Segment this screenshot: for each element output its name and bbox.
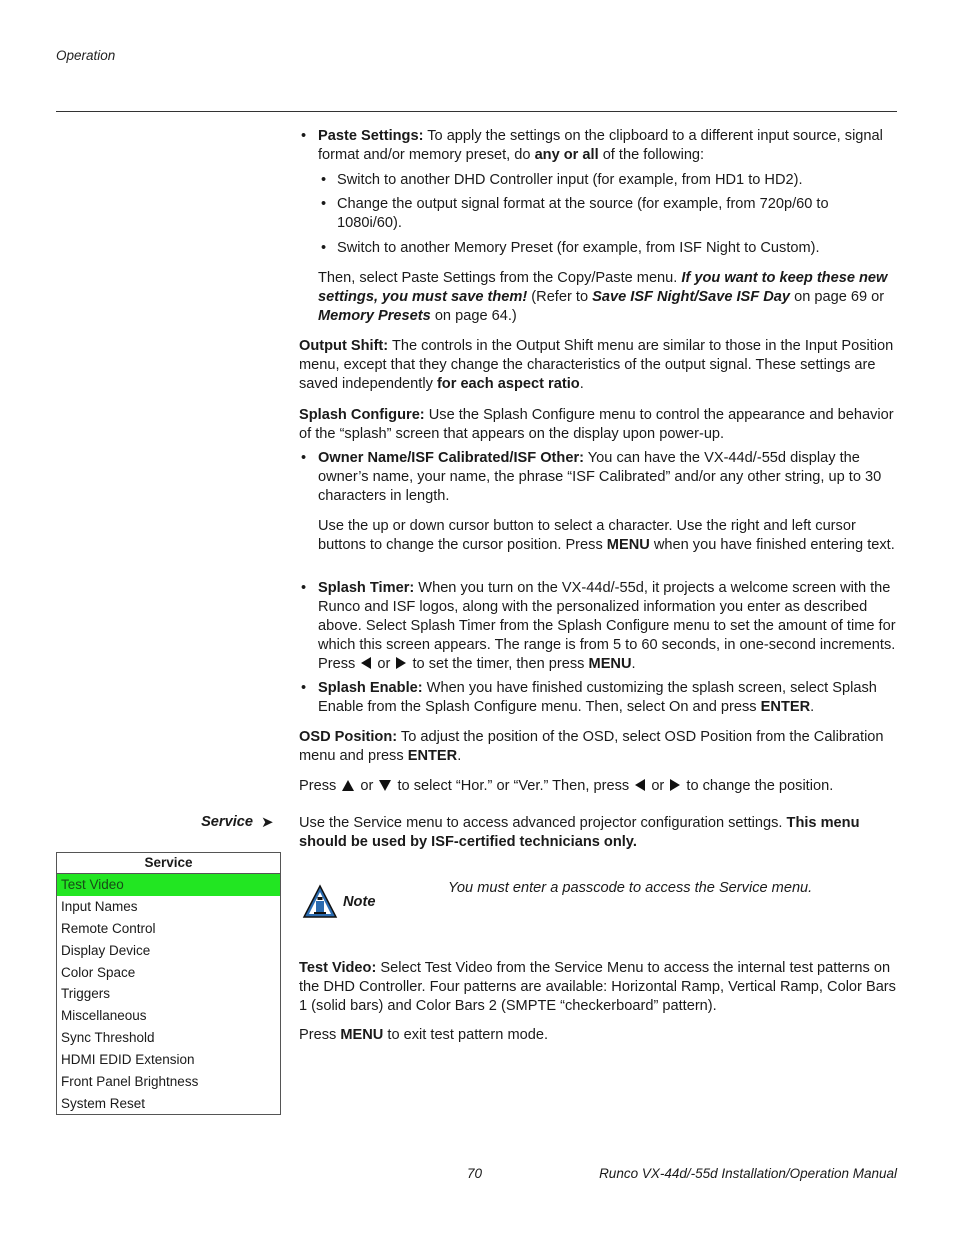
- up-arrow-icon: [342, 780, 354, 791]
- splash-configure-paragraph: Splash Configure: Use the Splash Configure menu to control the appearance and behavior of the “splash” screen that appears on the display upon power-up.: [299, 407, 894, 442]
- splash-enable-item: • Splash Enable: When you have finished customizing the splash screen, select Splash Enable from the Splash Configure menu. Then, select On and press ENTER.: [318, 679, 898, 717]
- paste-sub-item-preset: • Switch to another Memory Preset (for example, from ISF Night to Custom).: [337, 239, 897, 258]
- paste-settings-item: • Paste Settings: To apply the settings on the clipboard to a different input source, signal format and/or memory preset, do any or all of the following:: [318, 127, 898, 165]
- left-arrow-icon: [361, 657, 371, 669]
- footer-manual-title: Runco VX-44d/-55d Installation/Operation Manual: [599, 1166, 897, 1181]
- down-arrow-icon: [379, 780, 391, 791]
- cursor-paragraph: Use the up or down cursor button to select a character. Use the right and left cursor buttons to change the cursor position. Press MENU when you have finished entering text.: [318, 518, 895, 553]
- page-number: 70: [467, 1166, 483, 1181]
- menu-item-remote-control[interactable]: Remote Control: [61, 920, 156, 936]
- test-video-press-paragraph: Press MENU to exit test pattern mode.: [299, 1027, 549, 1043]
- note-text: You must enter a passcode to access the Service menu.: [448, 880, 813, 896]
- section-arrow-icon: ➤: [261, 814, 274, 831]
- menu-item-sync-threshold[interactable]: Sync Threshold: [61, 1030, 155, 1046]
- service-paragraph: Use the Service menu to access advanced projector configuration settings. This menu should be used by ISF-certified technicians only.: [299, 815, 860, 850]
- menu-item-triggers[interactable]: Triggers: [61, 986, 111, 1002]
- output-shift-paragraph: Output Shift: The controls in the Output Shift menu are similar to those in the Input Position menu, except that they change the characteristics of the output signal. These settings are saved independently for each aspect ratio.: [299, 338, 894, 392]
- osd-press-paragraph: Press or to select “Hor.” or “Ver.” Then, press or to change the position.: [299, 778, 834, 794]
- menu-item-system-reset[interactable]: System Reset: [61, 1095, 146, 1111]
- splash-timer-item: • Splash Timer: When you turn on the VX-44d/-55d, it projects a welcome screen with the Runco and ISF logos, along with the personalized information you enter as described above. Select Splash Timer from the Splash Configure menu to set the amount of time for which this screen appears. The range is from 5 to 60 seconds, in one-second increments. Press or to set the timer, then press MENU.: [318, 579, 898, 674]
- paste-sub-item-format: • Change the output signal format at the source (for example, from 720p/60 to 1080i/60).: [337, 195, 897, 233]
- menu-item-miscellaneous[interactable]: Miscellaneous: [61, 1008, 147, 1024]
- header-rule: [56, 111, 897, 112]
- running-header: Operation: [56, 48, 116, 63]
- owner-name-item: • Owner Name/ISF Calibrated/ISF Other: You can have the VX-44d/-55d display the owner’s name, your name, the phrase “ISF Calibrated” and/or any other string, up to 30 characters in length.: [318, 449, 898, 506]
- menu-item-display-device[interactable]: Display Device: [61, 942, 151, 958]
- menu-item-input-names[interactable]: Input Names: [61, 898, 138, 914]
- paste-sub-item-input: • Switch to another DHD Controller input (for example, from HD1 to HD2).: [337, 171, 897, 190]
- right-arrow-icon: [396, 657, 406, 669]
- osd-position-paragraph: OSD Position: To adjust the position of the OSD, select OSD Position from the Calibration menu and press ENTER.: [299, 729, 884, 764]
- menu-item-test-video[interactable]: Test Video: [57, 874, 280, 896]
- service-heading: Service: [201, 814, 253, 830]
- note-warning-icon: [302, 884, 338, 920]
- right-arrow-icon: [670, 779, 680, 791]
- left-arrow-icon: [635, 779, 645, 791]
- paste-settings-label: Paste Settings:: [318, 128, 424, 144]
- menu-item-color-space[interactable]: Color Space: [61, 964, 136, 980]
- service-menu-title: Service: [57, 853, 280, 874]
- note-label: Note: [343, 894, 376, 910]
- test-video-paragraph: Test Video: Select Test Video from the Service Menu to access the internal test patterns on the DHD Controller. Four patterns are available: Horizontal Ramp, Vertical Ramp, Color Bars 1 (solid bars) and Color Bars 2 (SMPTE “checkerboard” pattern).: [299, 960, 896, 1014]
- menu-item-hdmi-edid-extension[interactable]: HDMI EDID Extension: [61, 1052, 195, 1068]
- service-menu: [56, 852, 281, 1115]
- menu-item-front-panel-brightness[interactable]: Front Panel Brightness: [61, 1074, 199, 1090]
- paste-then-paragraph: Then, select Paste Settings from the Copy/Paste menu. If you want to keep these new settings, you must save them! (Refer to Save ISF Night/Save ISF Day on page 69 or Memory Presets on page 64.): [318, 270, 888, 324]
